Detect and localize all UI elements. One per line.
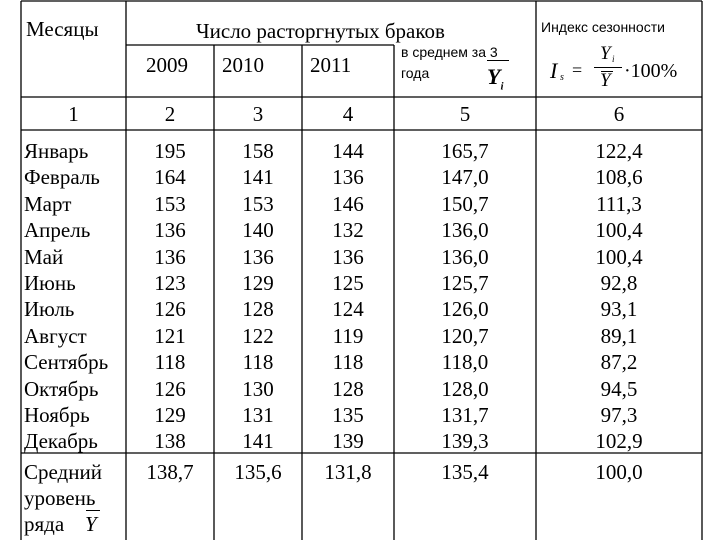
table-cell-y2011: 125	[332, 270, 364, 295]
table-cell-avg: 150,7	[441, 191, 489, 216]
avg-header-line2: года	[401, 65, 430, 81]
table-cell-y2010: 131	[242, 402, 274, 427]
table-cell-month: Март	[24, 191, 72, 216]
year-2009-column	[126, 138, 214, 455]
footer-avg: 135,4	[441, 460, 489, 484]
table-cell-y2010: 118	[242, 350, 274, 375]
table-cell-y2010: 140	[242, 218, 274, 243]
table-cell-y2010: 136	[242, 244, 274, 269]
table-cell-y2009: 153	[154, 191, 186, 216]
footer-label-line1: Средний	[24, 460, 102, 484]
footer-2010: 135,6	[234, 460, 282, 484]
table-cell-y2009: 136	[154, 218, 186, 243]
table-cell-y2011: 119	[332, 323, 364, 348]
table-cell-y2009: 126	[154, 297, 186, 322]
table-cell-y2009: 195	[154, 139, 186, 163]
footer-label-line2: уровень	[24, 486, 96, 510]
table-cell-avg: 125,7	[441, 270, 489, 295]
table-cell-index: 102,9	[595, 429, 643, 454]
table-cell-avg: 120,7	[441, 323, 489, 348]
table-cell-y2009: 126	[154, 376, 186, 401]
table-cell-index: 100,4	[595, 218, 643, 243]
table-cell-avg: 139,3	[441, 429, 489, 454]
table-cell-index: 100,4	[595, 244, 643, 269]
table-cell-index: 94,5	[600, 376, 638, 401]
table-cell-avg: 131,7	[441, 402, 489, 427]
table-cell-month: Февраль	[24, 165, 100, 190]
table-cell-month: Декабрь	[24, 429, 98, 454]
table-cell-month: Июнь	[24, 270, 76, 295]
table-cell-y2010: 130	[242, 376, 274, 401]
avg-column	[394, 138, 536, 455]
table-cell-avg: 136,0	[441, 244, 489, 269]
index-formula: I s = Y i Y ·100%	[550, 43, 678, 91]
table-cell-avg: 165,7	[441, 139, 489, 163]
table-cell-index: 89,1	[600, 323, 638, 348]
table-cell-y2011: 136	[332, 165, 364, 190]
months-header: Месяцы	[26, 17, 99, 41]
table-cell-y2009: 164	[154, 165, 186, 190]
table-cell-y2010: 129	[242, 270, 274, 295]
year-2010-header: 2010	[222, 53, 264, 77]
table-cell-index: 87,2	[600, 350, 638, 375]
avg-symbol: $Y_i$	[487, 64, 504, 92]
table-cell-index: 122,4	[595, 139, 643, 163]
table-cell-month: Октябрь	[24, 376, 99, 401]
table-cell-month: Январь	[24, 139, 89, 163]
table-cell-y2010: 141	[242, 165, 274, 190]
year-2009-header: 2009	[146, 53, 188, 77]
table-cell-y2011: 146	[332, 191, 364, 216]
table-cell-y2010: 128	[242, 297, 274, 322]
table-cell-y2011: 135	[332, 402, 364, 427]
year-2010-column	[214, 138, 302, 455]
table-cell-month: Июль	[24, 297, 75, 322]
table-cell-y2010: 122	[242, 323, 274, 348]
table-cell-y2009: 138	[154, 429, 186, 454]
table-cell-y2011: 139	[332, 429, 364, 454]
table-cell-y2009: 129	[154, 402, 186, 427]
table-cell-avg: 118,0	[441, 350, 489, 375]
column-number-1: 1	[68, 102, 79, 126]
table-cell-index: 97,3	[600, 402, 638, 427]
column-number-3: 3	[252, 102, 264, 126]
footer-2009: 138,7	[146, 460, 194, 484]
table-cell-index: 92,8	[600, 270, 638, 295]
year-2011-header: 2011	[310, 53, 352, 77]
footer-index: 100,0	[595, 460, 643, 484]
year-2011-column	[302, 138, 394, 455]
table-cell-y2011: 144	[332, 139, 364, 163]
table-cell-y2010: 141	[242, 429, 274, 454]
table-cell-month: Сентябрь	[24, 350, 109, 375]
table-cell-y2011: 136	[332, 244, 364, 269]
table-cell-y2009: 121	[154, 323, 186, 348]
table-cell-month: Август	[24, 323, 87, 348]
table-cell-month: Ноябрь	[24, 402, 90, 427]
column-number-5: 5	[459, 102, 471, 126]
footer-2011: 131,8	[324, 460, 372, 484]
column-number-6: 6	[613, 102, 625, 126]
table-cell-index: 93,1	[600, 297, 638, 322]
table-cell-y2009: 118	[154, 350, 186, 375]
group-title: Число расторгнутых браков	[196, 19, 445, 43]
table-cell-avg: 136,0	[441, 218, 489, 243]
table-cell-month: Апрель	[24, 218, 91, 243]
table-cell-y2011: 124	[332, 297, 364, 322]
avg-header-line1: в среднем за 3	[401, 44, 498, 60]
table-cell-avg: 128,0	[441, 376, 489, 401]
table-cell-index: 111,3	[596, 191, 642, 216]
table-cell-y2009: 123	[154, 270, 186, 295]
column-number-2: 2	[164, 102, 176, 126]
table-cell-index: 108,6	[595, 165, 643, 190]
index-column	[536, 138, 702, 455]
table-cell-y2011: 132	[332, 218, 364, 243]
table-cell-avg: 126,0	[441, 297, 489, 322]
table-cell-y2011: 128	[332, 376, 364, 401]
table-cell-month: Май	[24, 244, 64, 269]
column-number-4: 4	[342, 102, 354, 126]
footer-label-line3: ряда	[24, 512, 65, 536]
footer-symbol: Y	[85, 512, 97, 537]
table-cell-y2009: 136	[154, 244, 186, 269]
table-cell-y2010: 158	[242, 139, 274, 163]
index-header: Индекс сезонности	[541, 19, 665, 35]
table-cell-avg: 147,0	[441, 165, 489, 190]
table-cell-y2011: 118	[332, 350, 364, 375]
table-cell-y2010: 153	[242, 191, 274, 216]
months-column	[24, 138, 108, 455]
